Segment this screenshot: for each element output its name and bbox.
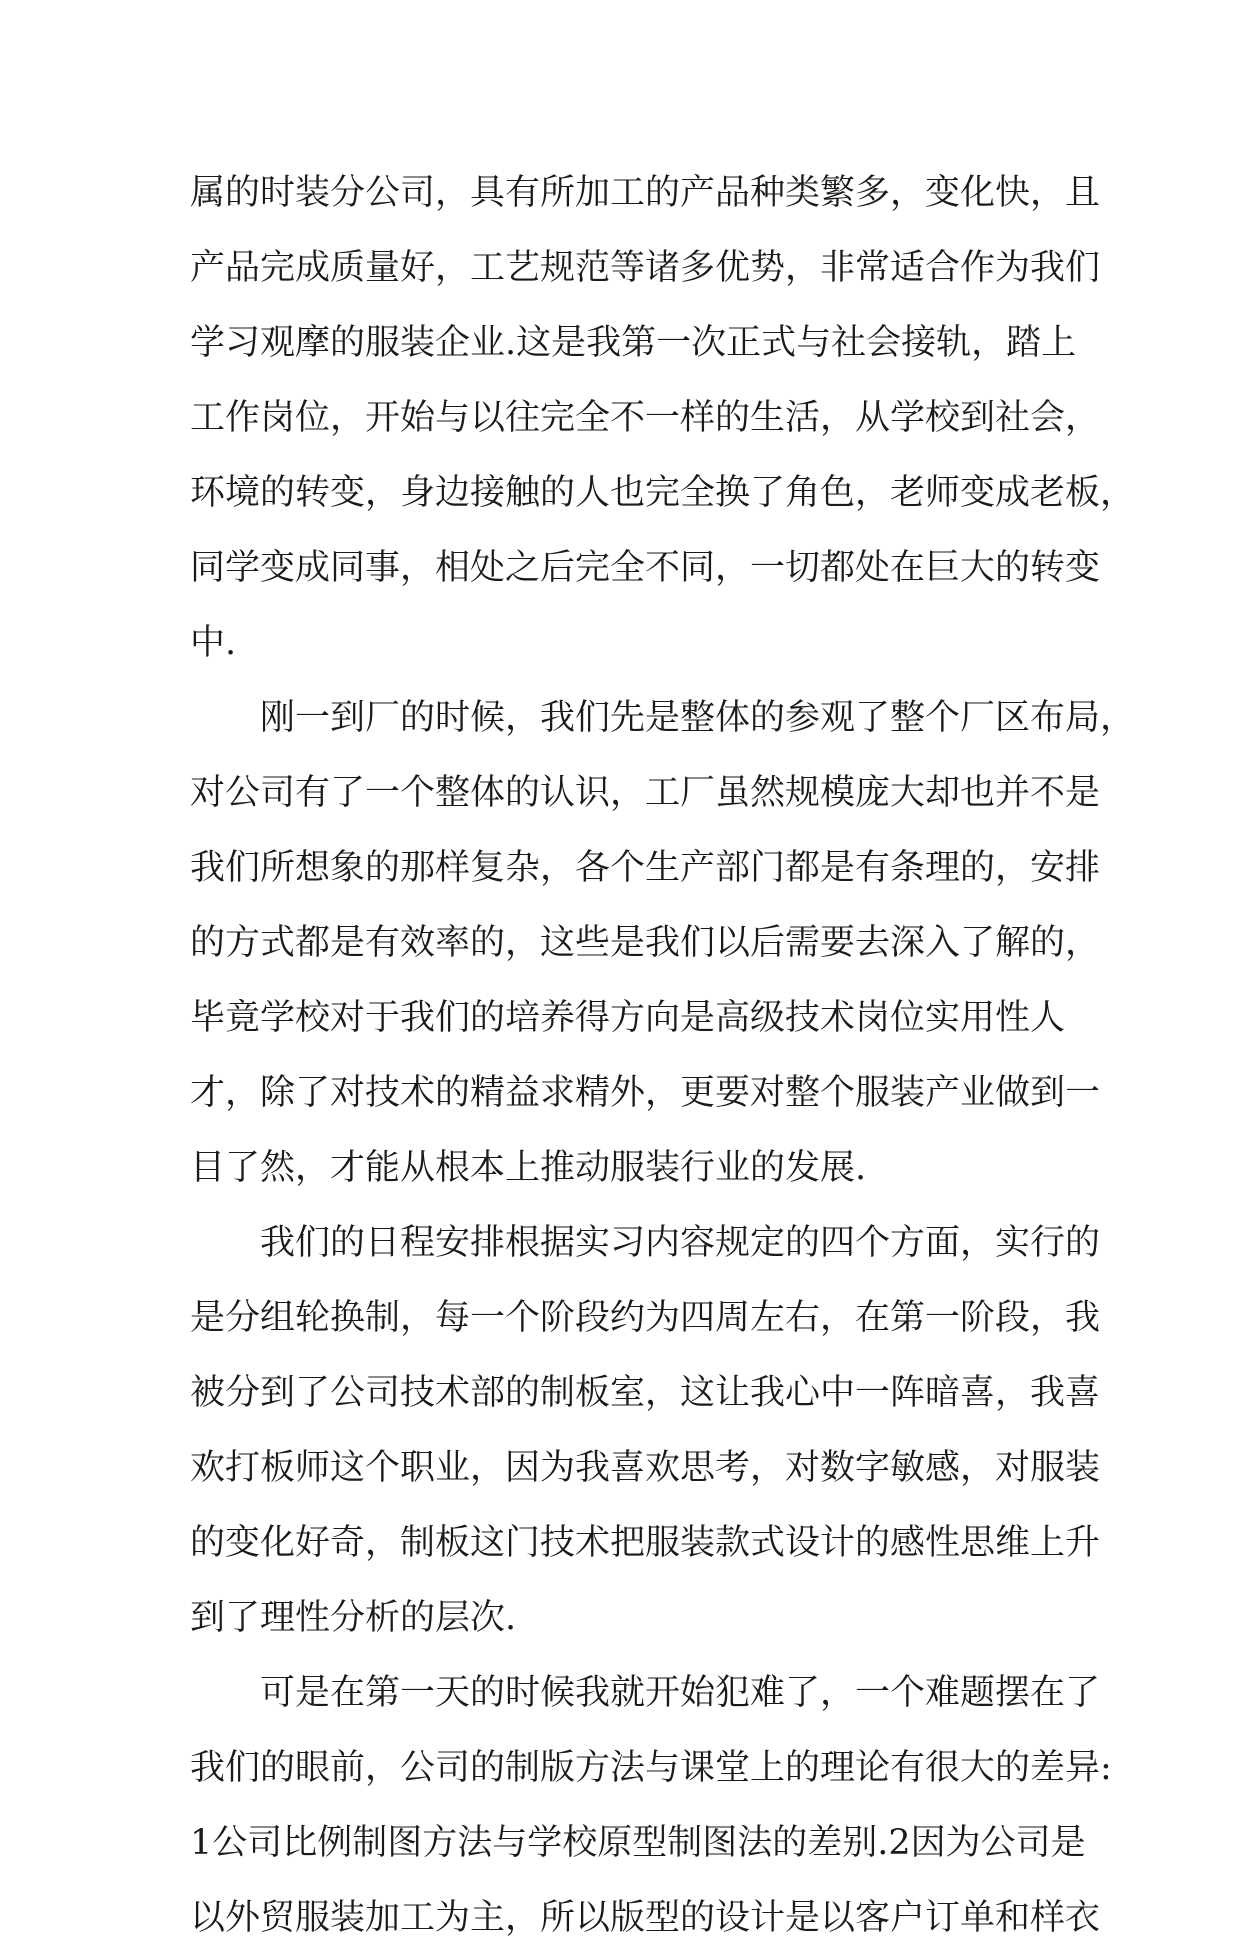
text-line: 中.: [190, 623, 237, 663]
text-line: 工作岗位，开始与以往完全不一样的生活，从学校到社会，: [190, 398, 1101, 438]
text-line: 产品完成质量好，工艺规范等诸多优势，非常适合作为我们: [190, 248, 1101, 288]
text-line: 毕竟学校对于我们的培养得方向是高级技术岗位实用性人: [190, 998, 1066, 1038]
text-line: 目了然，才能从根本上推动服装行业的发展.: [190, 1148, 867, 1188]
text-line: 学习观摩的服装企业.这是我第一次正式与社会接轨，踏上: [190, 323, 1077, 363]
text-line: 是分组轮换制，每一个阶段约为四周左右，在第一阶段，我: [190, 1298, 1101, 1338]
text-line: 到了理性分析的层次.: [190, 1598, 517, 1638]
text-line: 以外贸服装加工为主，所以版型的设计是以客户订单和样衣: [190, 1898, 1101, 1938]
paragraph-first-line: 刚一到厂的时候，我们先是整体的参观了整个厂区布局，: [260, 698, 1136, 738]
text-line: 欢打板师这个职业，因为我喜欢思考，对数字敏感，对服装: [190, 1448, 1101, 1488]
paragraph-first-line: 可是在第一天的时候我就开始犯难了，一个难题摆在了: [260, 1673, 1101, 1713]
paragraph-first-line: 我们的日程安排根据实习内容规定的四个方面，实行的: [260, 1223, 1101, 1263]
text-line: 我们所想象的那样复杂，各个生产部门都是有条理的，安排: [190, 848, 1101, 888]
body-text: [190, 156, 1136, 1956]
text-line: 1公司比例制图方法与学校原型制图法的差别.2因为公司是: [190, 1823, 1086, 1863]
text-line: 属的时装分公司，具有所加工的产品种类繁多，变化快，且: [190, 173, 1101, 213]
text-line: 被分到了公司技术部的制板室，这让我心中一阵暗喜，我喜: [190, 1373, 1101, 1413]
text-line: 的方式都是有效率的，这些是我们以后需要去深入了解的，: [190, 923, 1101, 963]
text-line: 才，除了对技术的精益求精外，更要对整个服装产业做到一: [190, 1073, 1101, 1113]
text-line: 的变化好奇，制板这门技术把服装款式设计的感性思维上升: [190, 1523, 1101, 1563]
text-line: 对公司有了一个整体的认识，工厂虽然规模庞大却也并不是: [190, 773, 1101, 813]
text-line: 同学变成同事，相处之后完全不同，一切都处在巨大的转变: [190, 548, 1101, 588]
text-line: 我们的眼前，公司的制版方法与课堂上的理论有很大的差异:: [190, 1748, 1112, 1788]
text-line: 环境的转变，身边接触的人也完全换了角色，老师变成老板，: [190, 473, 1136, 513]
